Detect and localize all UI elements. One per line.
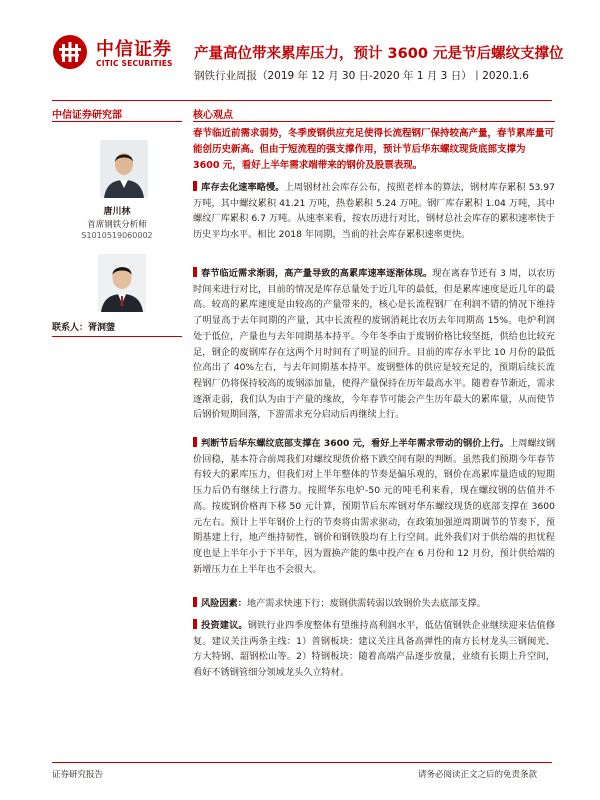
sidebar-bottom-divider (52, 336, 182, 337)
summary-paragraph: 春节临近前需求弱势，冬季废钢供应充足使得长流程钢厂保持较高产量，春节累库量可能创历史新高。但由于短流程的强支撑作用，预计节后华东螺纹现货底部支撑为 3600 元，看好上半年需求端带来的钢价及股票表现。 (193, 128, 555, 172)
footer-divider (52, 762, 552, 763)
paragraph-lead: 投资建议。 (201, 620, 248, 631)
bullet-marker (193, 619, 197, 629)
paragraph-body: 地产需求快速下行；废钢供需转弱以致钢价失去底部支撑。 (246, 598, 486, 609)
core-views-title: 核心观点 (193, 110, 233, 121)
brand-name-cn: 中信证券 (96, 39, 172, 60)
bullet-marker (193, 437, 197, 447)
research-dept-title: 中信证券研究部 (52, 110, 122, 121)
analyst-license-id: S1010519060002 (81, 231, 153, 240)
core-views-divider (193, 121, 555, 122)
contact-person: 联系人：胥洞蓥 (52, 323, 116, 333)
bullet-marker (193, 181, 197, 191)
paragraph-demand (193, 266, 555, 423)
paragraph-body: 上周钢材社会库存公布，按照老样本的算法，钢材库存累积 53.97 万吨，其中螺纹累积 41.21 万吨，热卷累积 5.24 万吨。钢厂库存累积 1.04 万吨，其中螺纹厂库累积 6.7 万吨。从速率来看，按农历进行对比，钢材总社会库存的累积速率快于历史平均水平。相比 2018 年同期，当前的社会库存累积速率更快。 (193, 182, 555, 241)
header-divider (52, 100, 552, 101)
contact-photo (98, 254, 146, 312)
bullet-marker (193, 597, 197, 607)
paragraph-lead: 判断节后华东螺纹底部支撑在 3600 元，看好上半年需求带动的钢价上行。 (201, 438, 510, 449)
paragraph-risk (193, 596, 555, 612)
footer-report-type: 证券研究报告 (52, 770, 104, 780)
paragraph-investment (193, 618, 555, 681)
report-title: 产量高位带来累库压力，预计 3600 元是节后螺纹支撑位 (194, 46, 564, 62)
sidebar-divider (52, 121, 182, 122)
bullet-marker (193, 267, 197, 277)
citic-logo (52, 34, 202, 74)
paragraph-lead: 风险因素： (201, 598, 247, 609)
paragraph-body: 上周螺纹钢价回稳，基本符合前周我们对螺纹现货价格下跌空间有限的判断。虽然我们预期今年春节有较大的累库压力，但我们对上半年整体的节奏是偏乐观的，钢价在高累库量造成的短期压力后仍有继续上行潜力。按照华东电炉-50 元的吨毛利来看，现在螺纹钢的估值并不高。按废钢价格再下移 50 元计算，预期节后东库钢对华东螺纹现货的底部支撑在 3600 元左右。预计上半年钢价上行的节奏将由需求驱动，在政策加强逆周期调节的节奏下，预期基建上行，地产维持韧性，钢价和钢铁股均有上行空间。此外我们对于供给端的担忧程度也是上半年小于下半年，因为置换产能的集中投产在 6 月份和 12 月份，预计供给端的新增压力在上半年也不会很大。 (193, 438, 556, 575)
report-subtitle: 钢铁行业周报（2019 年 12 月 30 日-2020 年 1 月 3 日）丨2020.1.6 (194, 70, 529, 82)
paragraph-lead: 春节临近需求渐弱，高产量导致的高累库速率逐渐体现。 (201, 268, 433, 279)
analyst-photo (100, 140, 148, 198)
paragraph-price-support (193, 436, 555, 577)
paragraph-lead: 库存去化速率略慢。 (201, 182, 285, 193)
paragraph-body: 钢铁行业四季度整体有望维持高利润水平，低估值钢铁企业继续迎来估值修复。建议关注两条主线：1）普钢板块：建议关注具备高弹性的南方长材龙头三钢闽光、方大特钢、韶钢松山等。2）特钢板块：随着高端产品逐步放量，业绩有长期上升空间，看好不锈钢管细分领域龙头久立特材。 (193, 620, 556, 679)
analyst-name: 唐川林 (103, 207, 131, 217)
citic-logo-icon (52, 34, 88, 70)
paragraph-body: 现在离春节还有 3 周，以农历时间来进行对比，目前的情况是库存总量处于近几年的最低，但是累库速度是近几年的最高。较高的累库速度是由较高的产量带来的，核心是长流程钢厂在利润不错的情况下维持了明显高于去年同期的产量，其中长流程的废钢消耗比农历去年同期高 15%。电炉利润处于低位，产量也与去年同期基本持平。今年冬季由于废钢价格比较坚挺，供给也比较充足，钢企的废钢库存在这两个月时间有了明显的回升。目前的库存水平比 10 月份的最低位高出了 40%左右，与去年同期基本持平。废钢整体的供应是较充足的，预期后续长流程钢厂仍将保持较高的废钢添加量，使得产量保持在历年最高水平。随着春节渐近，需求逐渐走弱，我们认为由于产量的缘故，今年春节可能会产生历年最大的累库量，从而使节后钢价短期回落，下游需求充分启动后再继续上行。 (193, 268, 556, 421)
brand-name-en: CITIC SECURITIES (96, 59, 173, 68)
paragraph-inventory (193, 180, 555, 243)
analyst-title: 首席钢铁分析师 (87, 220, 147, 230)
report-header (0, 0, 600, 92)
footer-disclaimer: 请务必阅读正文之后的免责条款 (418, 770, 538, 780)
